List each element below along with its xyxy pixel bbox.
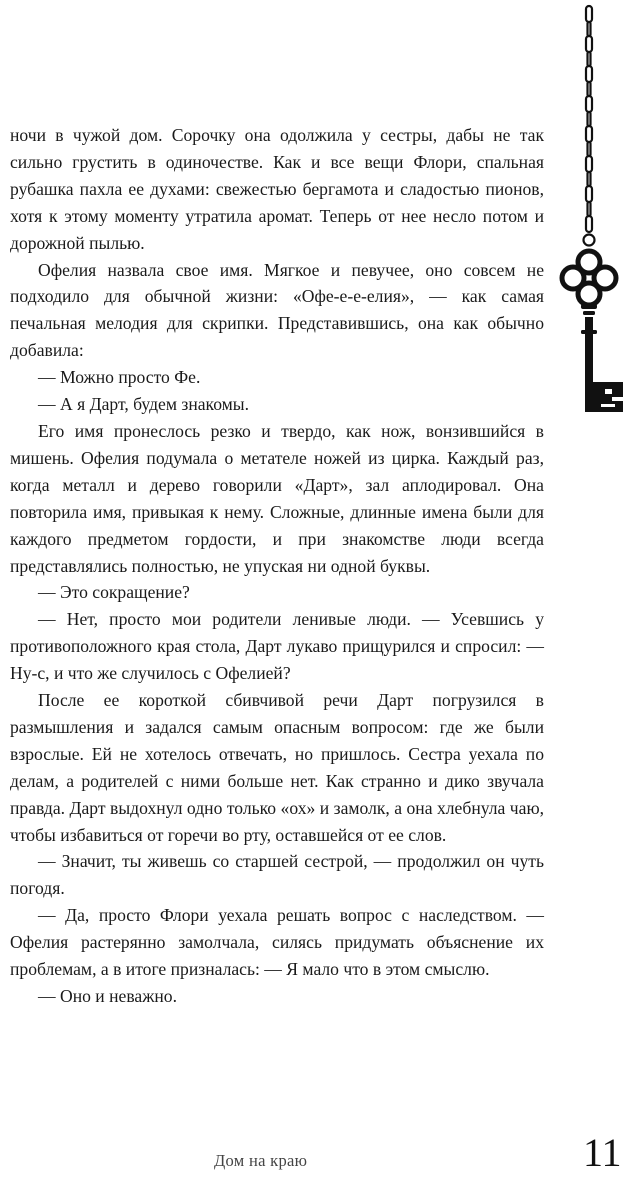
hanging-key-icon <box>545 0 631 420</box>
paragraph: Его имя пронеслось резко и твердо, как нож, вонзившийся в мишень. Офелия подумала о метателе ножей из цирка. Каждый раз, когда металл и дерево говорили «Дарт», зал аплодировал. Она повторила имя, привыкая к нему. Сложные, длинные имена были для каждого предметом гордости, и при знакомстве люди всегда представлялись полностью, не упуская ни одной буквы. <box>10 420 544 576</box>
dialogue-line: — Это сокращение? <box>38 582 190 603</box>
page-number: 11 <box>583 1130 622 1175</box>
dialogue-line: — Нет, просто мои родители ленивые люди. — Усевшись у противоположного края стола, Дарт лукаво прищурился и спросил: — Ну-с, и что же случилось с Офелией? <box>10 609 544 684</box>
paragraph: Офелия назвала свое имя. Мягкое и певучее, оно совсем не подходило для обычной жизни: «Офе-е-е-елия», — как самая печальная мелодия для скрипки. Представившись, она как обычно добавила: <box>10 259 544 361</box>
dialogue-line: — А я Дарт, будем знакомы. <box>38 394 250 415</box>
running-footer-title: Дом на краю <box>214 1151 308 1170</box>
paragraph: После ее короткой сбивчивой речи Дарт погрузился в размышления и задался самым опасным вопросом: где же были взрослые. Ей не хотелось отвечать, но пришлось. Сестра уехала по делам, а родителей с ними больше нет. Как странно и дико звучала правда. Дарт выдохнул одно только «ох» и замолк, а она хлебнула чаю, чтобы избавиться от горечи во рту, оставшейся от ее слов. <box>10 690 544 845</box>
paragraph: ночи в чужой дом. Сорочку она одолжила у сестры, дабы не так сильно грустить в одиночестве. Как и все вещи Флори, спальная рубашка пахла ее духами: свежестью бергамота и сладостью пионов, хотя к этому моменту утратила аромат. Теперь от нее несло потом и дорожной пылью. <box>10 125 544 253</box>
dialogue-line: — Можно просто Фе. <box>38 367 201 388</box>
dialogue-line: — Значит, ты живешь со старшей сестрой, — продолжил он чуть погодя. <box>10 851 544 899</box>
chain <box>584 6 595 246</box>
main-text <box>10 122 544 1010</box>
dialogue-line: — Оно и неважно. <box>38 986 177 1006</box>
dialogue-line: — Да, просто Флори уехала решать вопрос с наследством. — Офелия растерянно замолчала, силясь придумать объяснение их проблемам, а в итоге призналась: — Я мало что в этом смыслю. <box>10 905 544 980</box>
key-bow-inner <box>568 257 610 299</box>
